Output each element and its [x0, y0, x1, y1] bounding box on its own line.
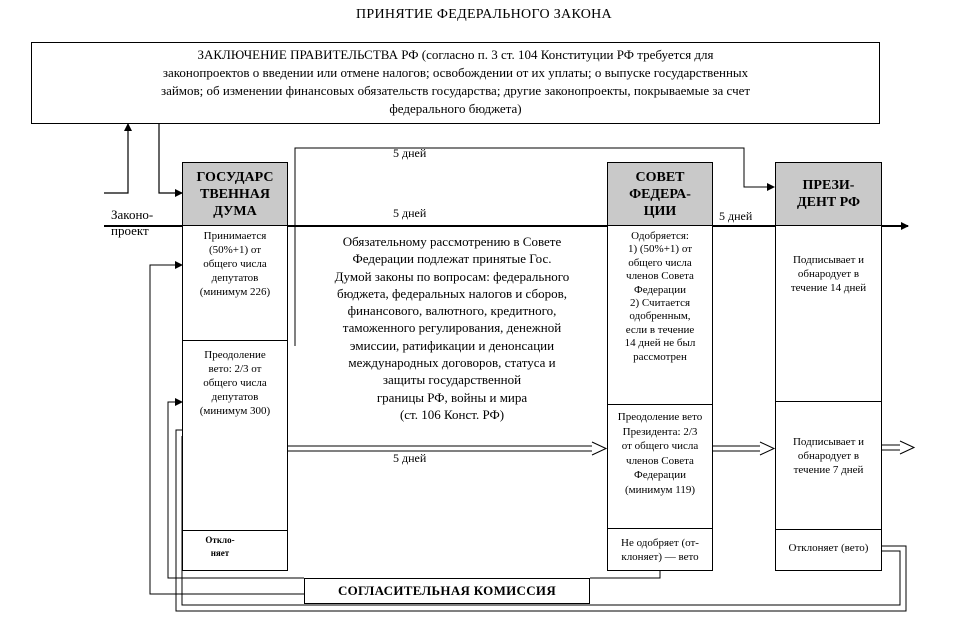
council-approve-line: общего числа: [628, 256, 692, 269]
council-approve-line: 2) Считается: [629, 297, 691, 310]
arrow-gov-to-duma: [159, 124, 182, 193]
council-approve-line: 1) (50%+1) от: [627, 243, 693, 256]
note-line: эмиссии, ратификации и денонсации: [349, 337, 555, 353]
conciliation-commission-box: СОГЛАСИТЕЛЬНАЯ КОМИССИЯ: [304, 578, 590, 604]
duma-header-line: ТВЕННАЯ: [199, 186, 270, 202]
president-sign7-line: обнародует в: [797, 450, 860, 462]
president-column: [775, 162, 882, 571]
council-override-line: членов Совета: [626, 454, 694, 467]
council-override-line: Преодоление вето: [617, 411, 703, 423]
entry-label-line: Законо-: [111, 207, 154, 222]
note-line: Думой законы по вопросам: федерального: [334, 268, 570, 284]
days-label-top: 5 дней: [393, 146, 427, 160]
gov-conclusion-line: займов; об изменении финансовых обязательств государства; другие законопроекты, покрываемые за счет: [160, 83, 751, 98]
gov-conclusion-line: ЗАКЛЮЧЕНИЕ ПРАВИТЕЛЬСТВА РФ (согласно п. 3 ст. 104 Конституции РФ требуется для: [197, 47, 714, 62]
duma-column: [182, 162, 288, 571]
council-approve-line: одобренным,: [629, 310, 691, 323]
days-label-council-president: 5 дней: [719, 209, 753, 223]
council-override-line: от общего числа: [621, 440, 699, 452]
arrow-duma-reject-to-commission: [168, 402, 182, 540]
council-override-line: Президента: 2/3: [622, 425, 698, 438]
council-approve-line: если в течение: [625, 323, 695, 336]
president-sign-14: [776, 253, 881, 295]
duma-reject: [185, 534, 255, 560]
president-reject: Отклоняет (вето): [788, 542, 869, 554]
mandatory-review-note: [296, 233, 608, 423]
duma-override-line: вето: 2/3 от: [208, 363, 262, 375]
duma-override-line: (минимум 300): [199, 405, 271, 417]
note-line: таможенного регулирования, денежной: [342, 320, 562, 336]
council-approve-line: Федерации: [634, 283, 686, 296]
president-divider: [776, 529, 881, 530]
duma-accept: [183, 229, 287, 299]
duma-override-line: депутатов: [211, 391, 259, 403]
president-header-line: ДЕНТ РФ: [796, 195, 861, 210]
council-divider: [608, 404, 712, 405]
arrow-council-to-president-override: [760, 442, 774, 455]
president-sign7-line: течение 7 дней: [793, 464, 864, 476]
gov-conclusion-line: законопроектов о введении или отмене налогов; освобождении от их уплаты; о выпуске государственных: [162, 65, 749, 80]
president-sign14-line: течение 14 дней: [790, 282, 867, 294]
council-override: [608, 410, 712, 497]
note-line: защиты государственной: [382, 372, 522, 388]
duma-divider: [183, 340, 287, 341]
note-line: международных договоров, статуса и: [348, 355, 556, 371]
days-label-bottom: 5 дней: [393, 451, 427, 465]
duma-accept-line: (минимум 226): [199, 286, 271, 298]
note-line: (ст. 106 Конст. РФ): [399, 406, 505, 422]
duma-accept-line: общего числа: [203, 258, 267, 270]
arrow-president-out-final: [900, 441, 914, 454]
president-divider: [776, 401, 881, 402]
council-approve: [608, 230, 712, 364]
council-column: [607, 162, 713, 571]
duma-override: [183, 348, 287, 418]
council-reject-line: Не одобряет (от-: [621, 537, 699, 549]
duma-divider: [183, 530, 287, 531]
council-header-line: СОВЕТ: [635, 169, 685, 185]
duma-reject-line: няет: [210, 548, 230, 558]
duma-override-line: Преодоление: [204, 349, 266, 361]
council-reject: [608, 536, 712, 564]
council-header-line: ЦИИ: [643, 203, 677, 219]
council-approve-line: рассмотрен: [633, 350, 687, 363]
council-divider: [608, 528, 712, 529]
duma-accept-line: (50%+1) от: [208, 244, 262, 256]
council-approve-line: членов Совета: [626, 270, 694, 283]
council-reject-line: клоняет) — вето: [621, 551, 699, 563]
council-approve-line: 14 дней не был: [624, 337, 696, 350]
council-approve-line: Одобряется:: [631, 230, 689, 242]
arrow-council-reject-to-commission: [590, 570, 660, 578]
arrow-to-gov-conclusion: [104, 124, 128, 193]
page-title: ПРИНЯТИЕ ФЕДЕРАЛЬНОГО ЗАКОНА: [356, 7, 612, 22]
duma-reject-line: Откло-: [205, 535, 235, 545]
president-sign14-line: Подписывает и: [792, 254, 865, 266]
note-line: бюджета, федеральных налогов и сборов,: [337, 285, 567, 301]
entry-label-line: проект: [111, 223, 149, 238]
duma-accept-line: Принимается: [203, 230, 267, 242]
duma-header-line: ДУМА: [213, 203, 257, 219]
duma-accept-line: депутатов: [211, 272, 259, 284]
council-override-line: Федерации: [634, 469, 686, 481]
gov-conclusion-line: федерального бюджета): [389, 101, 522, 116]
council-header: [608, 163, 712, 226]
president-sign7-line: Подписывает и: [792, 436, 865, 448]
days-label-main: 5 дней: [393, 206, 427, 220]
council-header-line: ФЕДЕРА-: [629, 186, 691, 202]
note-line: границы РФ, войны и мира: [376, 389, 528, 405]
president-header: [776, 163, 881, 226]
note-line: финансового, валютного, кредитного,: [347, 303, 557, 319]
gov-conclusion-box: [31, 42, 880, 124]
duma-override-line: общего числа: [203, 377, 267, 389]
duma-header: [183, 163, 287, 226]
arrow-override-to-council: [592, 442, 606, 455]
council-override-line: (минимум 119): [624, 483, 696, 496]
duma-header-line: ГОСУДАРС: [196, 169, 274, 185]
entry-label: [111, 207, 153, 239]
president-header-line: ПРЕЗИ-: [802, 178, 855, 193]
note-line: Обязательному рассмотрению в Совете: [342, 234, 562, 249]
president-sign-7: [776, 435, 881, 477]
president-sign14-line: обнародует в: [797, 268, 860, 280]
note-line: Федерации подлежат принятые Гос.: [352, 251, 552, 267]
